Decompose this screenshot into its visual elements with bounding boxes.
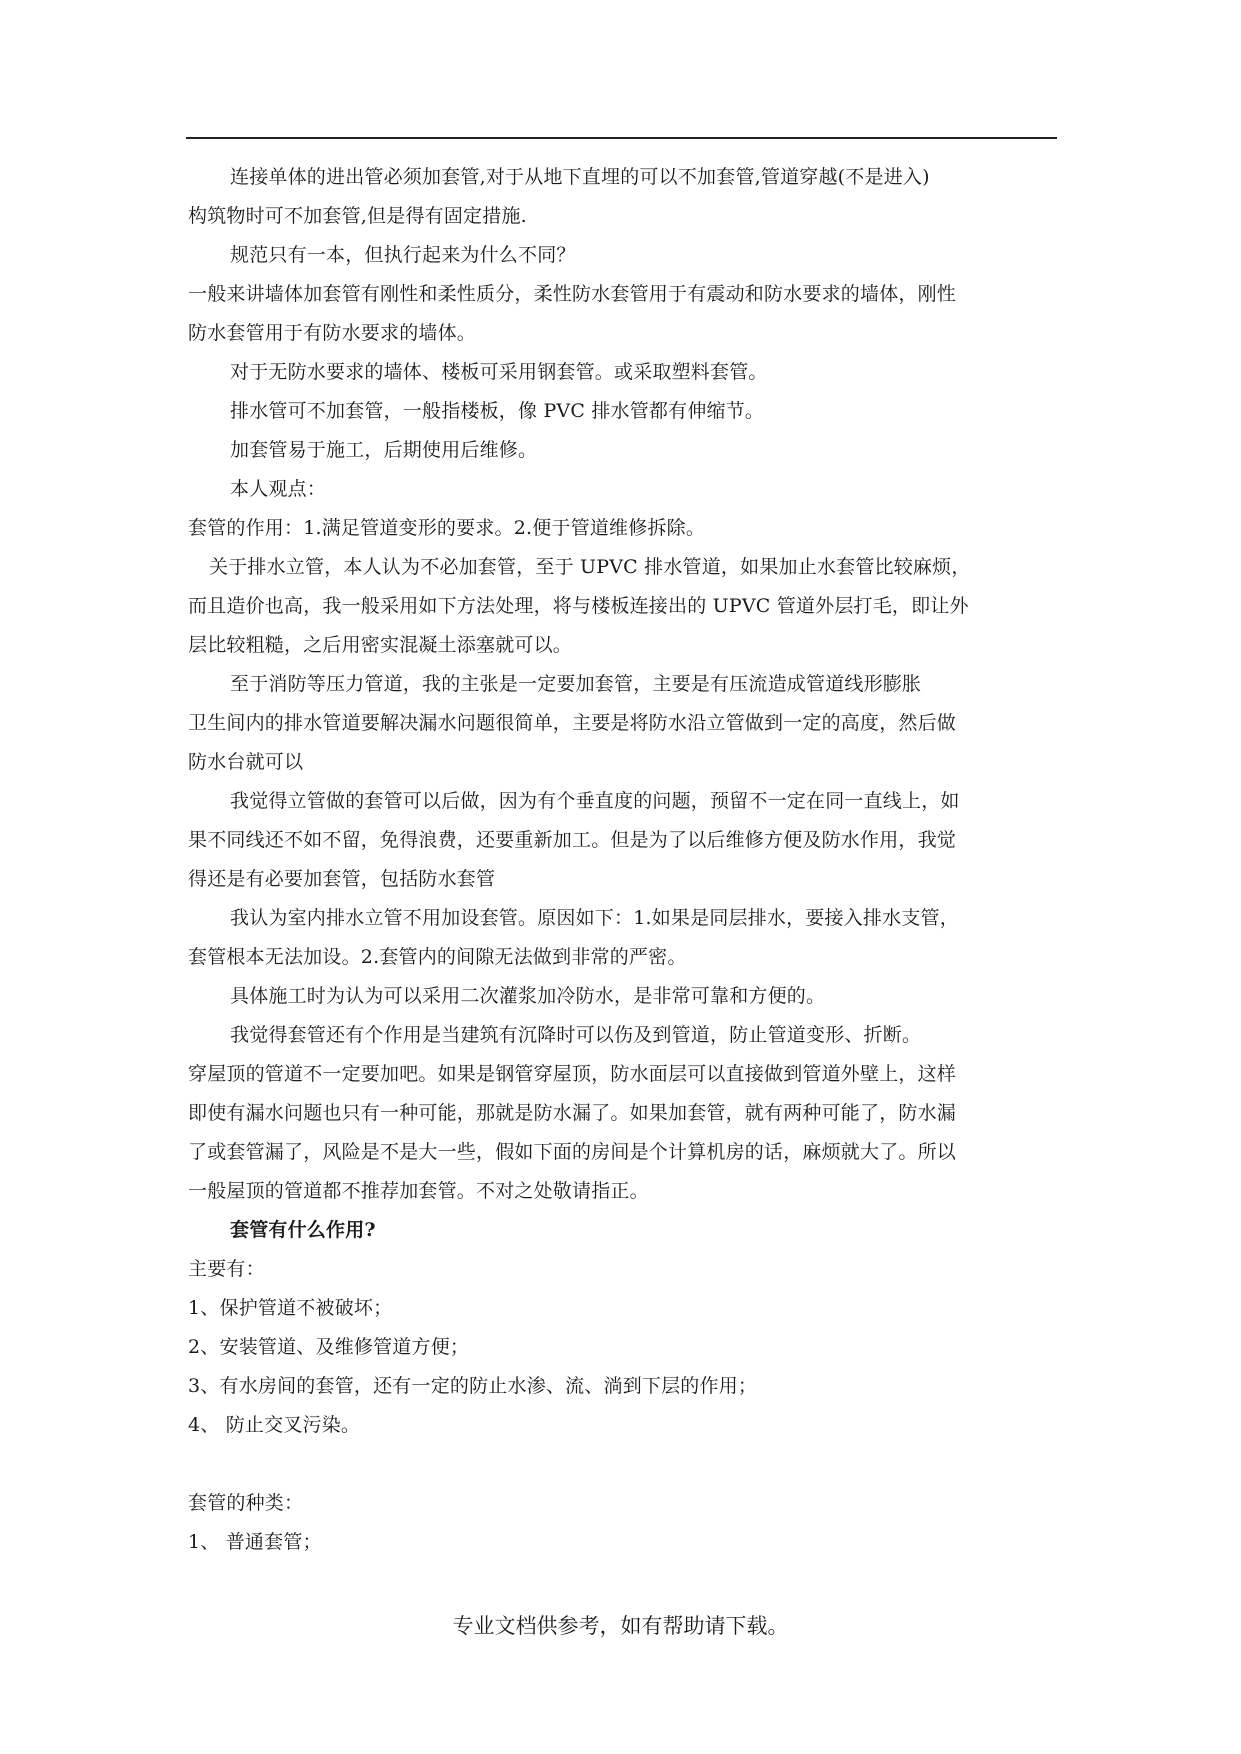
paragraph-line: 加套管易于施工，后期使用后维修。 [230, 439, 538, 461]
paragraph-line: 即使有漏水问题也只有一种可能，那就是防水漏了。如果加套管，就有两种可能了，防水漏 [188, 1102, 957, 1124]
paragraph-line: 果不同线还不如不留，免得浪费，还要重新加工。但是为了以后维修方便及防水作用，我觉 [188, 829, 957, 851]
list-item: 2、安装管道、及维修管道方便； [188, 1336, 470, 1358]
paragraph-line: 穿屋顶的管道不一定要加吧。如果是钢管穿屋顶，防水面层可以直接做到管道外壁上，这样 [188, 1063, 957, 1085]
paragraph-line: 了或套管漏了，风险是不是大一些，假如下面的房间是个计算机房的话，麻烦就大了。所以 [188, 1141, 957, 1163]
paragraph-line: 本人观点： [230, 478, 327, 500]
section-heading: 套管有什么作用? [230, 1219, 376, 1241]
paragraph-line: 至于消防等压力管道，我的主张是一定要加套管，主要是有压流造成管道线形膨胀 [230, 673, 922, 695]
paragraph-line: 主要有： [188, 1258, 265, 1280]
paragraph-line: 具体施工时为认为可以采用二次灌浆加冷防水，是非常可靠和方便的。 [230, 985, 826, 1007]
paragraph-line: 一般屋顶的管道都不推荐加套管。不对之处敬请指正。 [188, 1180, 649, 1202]
paragraph-line: 排水管可不加套管，一般指楼板，像 PVC 排水管都有伸缩节。 [230, 400, 765, 422]
paragraph-line: 我觉得套管还有个作用是当建筑有沉降时可以伤及到管道，防止管道变形、折断。 [230, 1024, 922, 1046]
paragraph-line: 对于无防水要求的墙体、楼板可采用钢套管。或采取塑料套管。 [230, 361, 768, 383]
paragraph-line: 一般来讲墙体加套管有刚性和柔性质分，柔性防水套管用于有震动和防水要求的墙体，刚性 [188, 283, 957, 305]
list-item: 3、有水房间的套管，还有一定的防止水渗、流、淌到下层的作用； [188, 1375, 758, 1397]
paragraph-line: 套管的作用：1.满足管道变形的要求。2.便于管道维修拆除。 [188, 517, 706, 539]
paragraph-line: 得还是有必要加套管，包括防水套管 [188, 868, 496, 890]
paragraph-line: 连接单体的进出管必须加套管,对于从地下直埋的可以不加套管,管道穿越(不是进入) [230, 166, 930, 188]
paragraph-line: 套管的种类： [188, 1492, 304, 1514]
list-item: 1、 普通套管； [188, 1531, 322, 1553]
paragraph-line: 卫生间内的排水管道要解决漏水问题很简单，主要是将防水沿立管做到一定的高度，然后做 [188, 712, 957, 734]
paragraph-line: 关于排水立管，本人认为不必加套管，至于 UPVC 排水管道，如果加止水套管比较麻烦， [209, 556, 971, 578]
list-item: 1、保护管道不被破坏； [188, 1297, 393, 1319]
page-footer: 专业文档供参考，如有帮助请下载。 [452, 1614, 789, 1638]
paragraph-line: 构筑物时可不加套管,但是得有固定措施. [188, 205, 527, 227]
paragraph-line: 我觉得立管做的套管可以后做，因为有个垂直度的问题，预留不一定在同一直线上，如 [230, 790, 960, 812]
blank-line [188, 1445, 1058, 1484]
header-rule [186, 137, 1057, 139]
paragraph-line: 而且造价也高，我一般采用如下方法处理，将与楼板连接出的 UPVC 管道外层打毛，即让外 [188, 595, 969, 617]
paragraph-line: 我认为室内排水立管不用加设套管。原因如下：1.如果是同层排水，要接入排水支管， [230, 907, 959, 929]
paragraph-line: 层比较粗糙，之后用密实混凝土添塞就可以。 [188, 634, 573, 656]
paragraph-line: 套管根本无法加设。2.套管内的间隙无法做到非常的严密。 [188, 946, 687, 968]
paragraph-line: 规范只有一本，但执行起来为什么不同？ [230, 244, 576, 266]
paragraph-line: 防水台就可以 [188, 751, 304, 773]
paragraph-line: 防水套管用于有防水要求的墙体。 [188, 322, 477, 344]
list-item: 4、 防止交叉污染。 [188, 1414, 361, 1436]
document-body [188, 158, 1058, 1562]
